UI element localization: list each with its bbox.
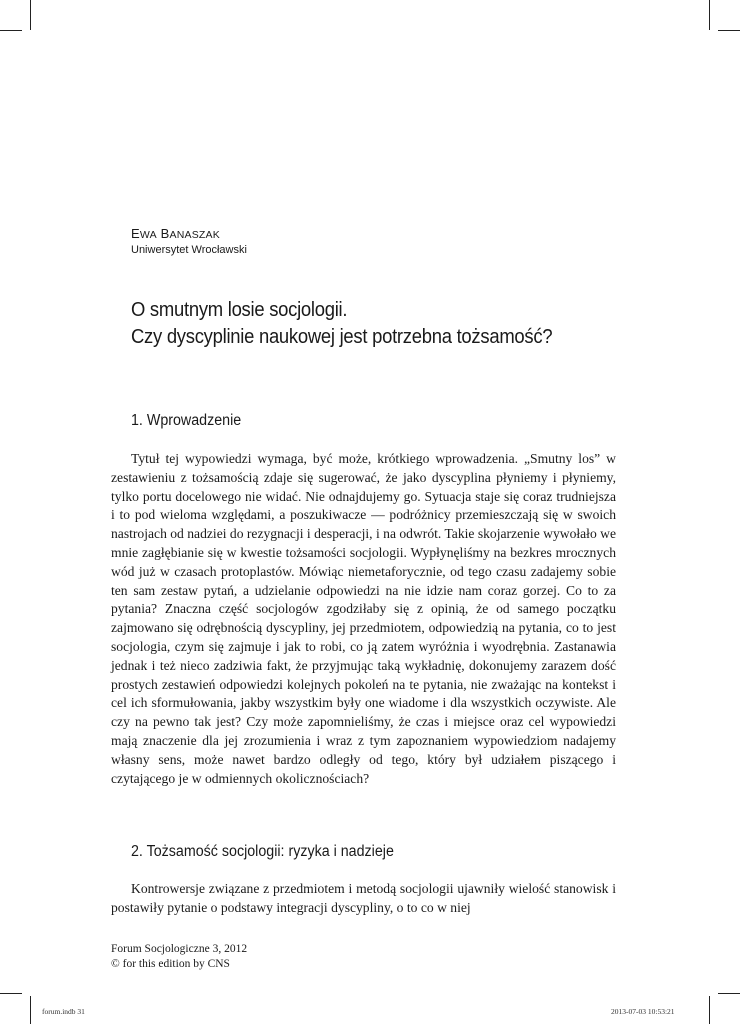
crop-mark-bottom-left-h	[0, 993, 22, 994]
title-line-1: O smutnym losie socjologii.	[131, 298, 348, 321]
crop-mark-bottom-right-v	[709, 996, 710, 1024]
author-affiliation: Uniwersytet Wrocławski	[131, 244, 247, 256]
crop-mark-top-left-h	[0, 30, 22, 31]
print-slug-timestamp: 2013-07-03 10:53:21	[611, 1007, 675, 1016]
article-title	[131, 296, 552, 350]
section-heading-introduction: 1. Wprowadzenie	[131, 412, 242, 429]
crop-mark-top-left-v	[30, 0, 31, 30]
section-paragraph-introduction: Tytuł tej wypowiedzi wymaga, być może, krótkiego wprowadzenia. „Smutny los” w zestawieniu z tożsamością zdaje się sugerować, że jako dyscyplina płyniemy i płyniemy, tylko portu docelowego nie widać. Nie odnajdujemy go. Sytuacja staje się coraz trudniejsza i to pod wieloma względami, a poszukiwacze — podróżnicy przemieszczają się w swoich nastrojach od nadziei do rezygnacji i desperacji, i na odwrót. Takie skojarzenie wywołało we mnie zagłębianie się w kwestie tożsamości socjologii. Wypłynęliśmy na bezkres mrocznych wód już w czasach protoplastów. Mówiąc niemetaforycznie, od tego czasu zadajemy sobie ten sam zestaw pytań, a udzielanie odpowiedzi na nie idzie nam coraz gorzej. Co to za pytania? Znaczna część socjologów zgodziłaby się z opinią, że od samego początku zajmowano się odrębnością dyscypliny, jej przedmiotem, odpowiedzią na pytania, co to jest socjologia, czym się zajmuje i jak to robi, co ją zatem wyróżnia i wyodrębnia. Zastanawia jednak i też nieco zadziwia fakt, że przyjmując taką wykładnię, dokonujemy zarazem dość prostych zestawień odpowiedzi kolejnych pokoleń na te pytania, nie zważając na kontekst i cel ich sformułowania, jakby wszystkim były one wiadome i dla wszystkich oczywiste. Ale czy na pewno tak jest? Czy może zapomnieliśmy, że czas i miejsce oraz cel wypowiedzi mają znaczenie dla jej zrozumienia i wraz z tym zapoznaniem wypowiedziom nadajemy własny sens, może nawet bardzo odległy od tego, który był udziałem piszącego i czytającego je w odmiennych okolicznościach?	[111, 451, 616, 786]
author-name: EWA BANASZAK	[131, 226, 220, 241]
crop-mark-top-right-h	[718, 30, 740, 31]
journal-citation: Forum Socjologiczne 3, 2012	[111, 943, 248, 955]
print-slug-file: forum.indb 31	[42, 1007, 85, 1016]
section-paragraph-identity: Kontrowersje związane z przedmiotem i metodą socjologii ujawniły wielość stanowisk i postawiły pytanie o podstawy integracji dyscypliny, o to co w niej	[111, 881, 616, 915]
crop-mark-top-right-v	[709, 0, 710, 30]
crop-mark-bottom-left-v	[30, 996, 31, 1024]
crop-mark-bottom-right-h	[718, 993, 740, 994]
copyright-notice: © for this edition by CNS	[111, 958, 230, 970]
title-line-2: Czy dyscyplinie naukowej jest potrzebna tożsamość?	[131, 325, 553, 348]
section-heading-identity: 2. Tożsamość socjologii: ryzyka i nadzieje	[131, 843, 394, 860]
journal-footer	[111, 942, 247, 972]
